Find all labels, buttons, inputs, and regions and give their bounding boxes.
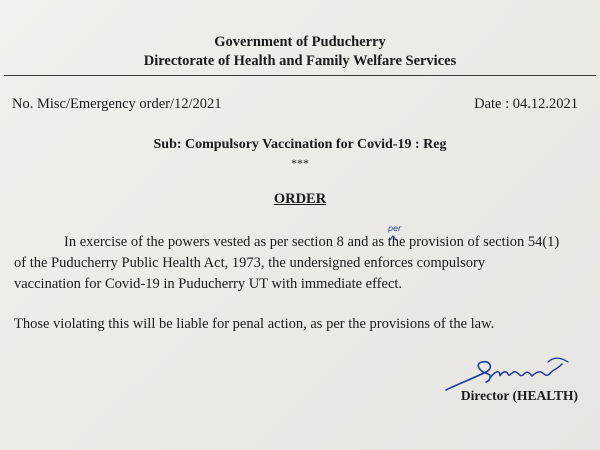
body-line-1: In exercise of the powers vested as per section 8 and as the provision of section 54(1) xyxy=(64,234,560,250)
directorate-title: Directorate of Health and Family Welfare Services xyxy=(143,53,457,69)
header-divider xyxy=(4,75,596,76)
department-title: Government of Puducherry xyxy=(214,34,386,50)
body-line-3: vaccination for Covid-19 in Puducherry UT with immediate effect. xyxy=(14,276,403,292)
handwritten-insertion: per xyxy=(388,224,402,233)
body-line-4: Those violating this will be liable for penal action, as per the provisions of the law. xyxy=(14,316,495,332)
order-reference: No. Misc/Emergency order/12/2021 xyxy=(12,96,222,112)
separator-stars: *** xyxy=(291,156,309,170)
order-heading: ORDER xyxy=(273,191,327,207)
order-date: Date : 04.12.2021 xyxy=(474,96,578,112)
insertion-caret-icon xyxy=(389,235,397,241)
signatory-title: Director (HEALTH) xyxy=(460,388,578,403)
subject-line: Sub: Compulsory Vaccination for Covid-19 : Reg xyxy=(153,137,447,152)
body-line-2: of the Puducherry Public Health Act, 1973, the undersigned enforces compulsory xyxy=(14,255,486,271)
